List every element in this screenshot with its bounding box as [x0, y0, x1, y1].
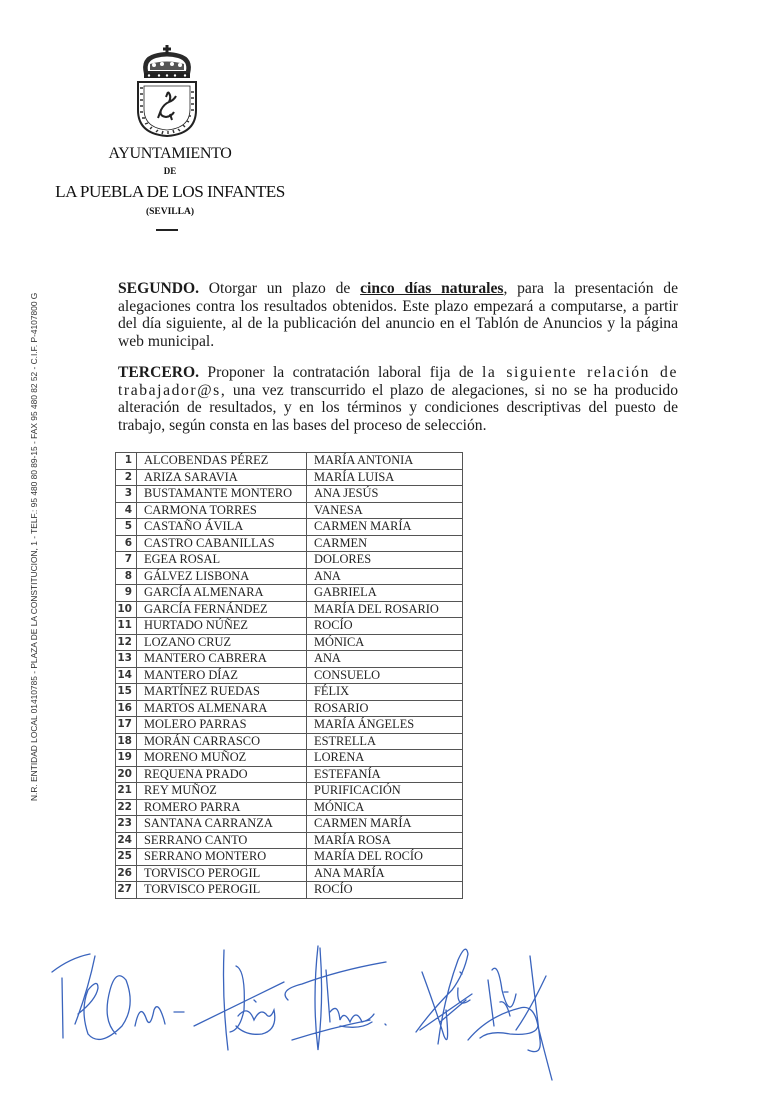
worker-first-name: MARÍA LUISA	[307, 469, 463, 486]
worker-surname: EGEA ROSAL	[137, 552, 307, 569]
table-row	[116, 453, 463, 470]
worker-first-name: LORENA	[307, 750, 463, 767]
worker-surname: SERRANO MONTERO	[137, 849, 307, 866]
worker-surname: SERRANO CANTO	[137, 832, 307, 849]
table-row	[116, 552, 463, 569]
worker-first-name: VANESA	[307, 502, 463, 519]
row-number: 10	[116, 601, 137, 618]
worker-first-name: ANA	[307, 651, 463, 668]
row-number: 23	[116, 816, 137, 833]
table-row	[116, 799, 463, 816]
worker-first-name: MARÍA ANTONIA	[307, 453, 463, 470]
worker-first-name: MÓNICA	[307, 799, 463, 816]
worker-surname: CASTRO CABANILLAS	[137, 535, 307, 552]
worker-first-name: ESTRELLA	[307, 733, 463, 750]
row-number: 22	[116, 799, 137, 816]
table-row	[116, 733, 463, 750]
row-number: 1	[116, 453, 137, 470]
row-number: 2	[116, 469, 137, 486]
row-number: 8	[116, 568, 137, 585]
tercero-text-1: Proponer la contratación laboral fija de	[199, 364, 482, 381]
row-number: 13	[116, 651, 137, 668]
worker-surname: MOLERO PARRAS	[137, 717, 307, 734]
worker-first-name: CARMEN	[307, 535, 463, 552]
row-number: 11	[116, 618, 137, 635]
segundo-heading: SEGUNDO.	[118, 280, 200, 297]
row-number: 20	[116, 766, 137, 783]
worker-surname: MANTERO DÍAZ	[137, 667, 307, 684]
row-number: 15	[116, 684, 137, 701]
row-number: 7	[116, 552, 137, 569]
worker-first-name: MÓNICA	[307, 634, 463, 651]
worker-surname: MANTERO CABRERA	[137, 651, 307, 668]
worker-first-name: CARMEN MARÍA	[307, 519, 463, 536]
letterhead-line-de: DE	[163, 166, 177, 176]
paragraph-segundo	[118, 280, 678, 350]
row-number: 3	[116, 486, 137, 503]
letterhead-line-municipality: LA PUEBLA DE LOS INFANTES	[55, 182, 285, 201]
worker-surname: MORÁN CARRASCO	[137, 733, 307, 750]
worker-first-name: ROSARIO	[307, 700, 463, 717]
table-row	[116, 651, 463, 668]
table-row	[116, 700, 463, 717]
worker-first-name: ROCÍO	[307, 618, 463, 635]
row-number: 27	[116, 882, 137, 899]
table-row	[116, 832, 463, 849]
table-row	[116, 667, 463, 684]
worker-surname: TORVISCO PEROGIL	[137, 882, 307, 899]
row-number: 9	[116, 585, 137, 602]
table-row	[116, 816, 463, 833]
worker-first-name: ESTEFANÍA	[307, 766, 463, 783]
worker-surname: MARTÍNEZ RUEDAS	[137, 684, 307, 701]
segundo-text-before: Otorgar un plazo de	[199, 280, 361, 297]
worker-surname: HURTADO NÚÑEZ	[137, 618, 307, 635]
letterhead-divider	[156, 229, 178, 231]
table-row	[116, 486, 463, 503]
worker-surname: MORENO MUÑOZ	[137, 750, 307, 767]
worker-surname: GÁLVEZ LISBONA	[137, 568, 307, 585]
signature-3-icon	[285, 946, 386, 1050]
registry-side-text: N.R. ENTIDAD LOCAL 01410785 - PLAZA DE LA CONSTITUCION, 1 - TELF.: 95 480 80 89-15 - FAX 95 480 82 52 - C.I.F. P-4107800 G	[29, 292, 39, 801]
worker-surname: GARCÍA ALMENARA	[137, 585, 307, 602]
paragraph-tercero	[118, 364, 678, 434]
table-row	[116, 469, 463, 486]
table-row	[116, 585, 463, 602]
table-row	[116, 684, 463, 701]
worker-first-name: ANA JESÚS	[307, 486, 463, 503]
worker-first-name: GABRIELA	[307, 585, 463, 602]
worker-first-name: ANA	[307, 568, 463, 585]
worker-first-name: ROCÍO	[307, 882, 463, 899]
worker-first-name: MARÍA DEL ROCÍO	[307, 849, 463, 866]
worker-surname: REQUENA PRADO	[137, 766, 307, 783]
tercero-heading: TERCERO.	[118, 364, 200, 381]
row-number: 25	[116, 849, 137, 866]
row-number: 14	[116, 667, 137, 684]
worker-surname: CASTAÑO ÁVILA	[137, 519, 307, 536]
worker-surname: SANTANA CARRANZA	[137, 816, 307, 833]
row-number: 17	[116, 717, 137, 734]
row-number: 18	[116, 733, 137, 750]
worker-first-name: ANA MARÍA	[307, 865, 463, 882]
worker-first-name: MARÍA ÁNGELES	[307, 717, 463, 734]
table-row	[116, 717, 463, 734]
table-row	[116, 882, 463, 899]
table-row	[116, 634, 463, 651]
worker-first-name: DOLORES	[307, 552, 463, 569]
table-row	[116, 783, 463, 800]
segundo-emphasis: cinco días naturales	[360, 280, 504, 297]
worker-first-name: FÉLIX	[307, 684, 463, 701]
signature-2-icon	[194, 950, 284, 1050]
tercero-text-2: la siguiente relación de trabajador@s,	[118, 364, 678, 399]
coat-of-arms-icon	[134, 44, 200, 138]
row-number: 5	[116, 519, 137, 536]
row-number: 16	[116, 700, 137, 717]
worker-surname: MARTOS ALMENARA	[137, 700, 307, 717]
letterhead-line-province: (SEVILLA)	[145, 207, 195, 217]
worker-surname: CARMONA TORRES	[137, 502, 307, 519]
table-row	[116, 865, 463, 882]
table-row	[116, 849, 463, 866]
row-number: 19	[116, 750, 137, 767]
signature-1-icon	[52, 954, 184, 1039]
worker-surname: GARCÍA FERNÁNDEZ	[137, 601, 307, 618]
segundo-text-after: , para la presentación de alegaciones contra los resultados obtenidos. Este plazo empezará a computarse, a partir del día siguiente, al de la publicación del anuncio en el Tablón de Anuncios y la página web municipal.	[118, 280, 678, 350]
worker-first-name: MARÍA DEL ROSARIO	[307, 601, 463, 618]
table-row	[116, 766, 463, 783]
table-row	[116, 535, 463, 552]
row-number: 26	[116, 865, 137, 882]
worker-surname: TORVISCO PEROGIL	[137, 865, 307, 882]
worker-surname: LOZANO CRUZ	[137, 634, 307, 651]
worker-surname: ALCOBENDAS PÉREZ	[137, 453, 307, 470]
worker-surname: ARIZA SARAVIA	[137, 469, 307, 486]
worker-first-name: CONSUELO	[307, 667, 463, 684]
worker-surname: REY MUÑOZ	[137, 783, 307, 800]
workers-table	[115, 452, 463, 899]
table-row	[116, 618, 463, 635]
worker-first-name: MARÍA ROSA	[307, 832, 463, 849]
table-row	[116, 568, 463, 585]
row-number: 12	[116, 634, 137, 651]
row-number: 21	[116, 783, 137, 800]
signatures-block	[40, 930, 760, 1100]
letterhead-line-ayuntamiento: AYUNTAMIENTO	[108, 145, 232, 162]
worker-first-name: PURIFICACIÓN	[307, 783, 463, 800]
signature-4-icon	[416, 949, 472, 1044]
table-row	[116, 502, 463, 519]
table-row	[116, 519, 463, 536]
table-row	[116, 601, 463, 618]
row-number: 4	[116, 502, 137, 519]
worker-surname: BUSTAMANTE MONTERO	[137, 486, 307, 503]
signature-5-icon	[468, 956, 552, 1080]
worker-first-name: CARMEN MARÍA	[307, 816, 463, 833]
row-number: 6	[116, 535, 137, 552]
tercero-text-3: una vez transcurrido el plazo de alegaciones, si no se ha producido alteración de resultados, y en los términos y condiciones descriptivas del puesto de trabajo, según consta en las bases del proceso de selección.	[118, 381, 678, 434]
worker-surname: ROMERO PARRA	[137, 799, 307, 816]
table-row	[116, 750, 463, 767]
row-number: 24	[116, 832, 137, 849]
